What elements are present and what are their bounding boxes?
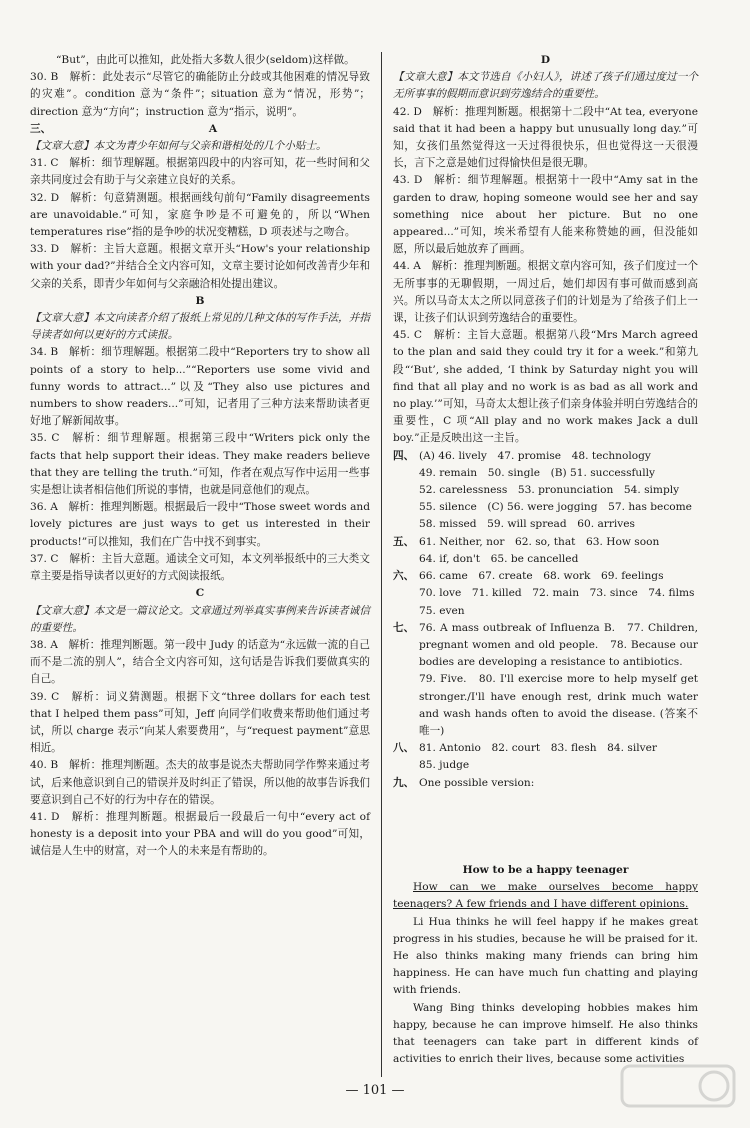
section-answers <box>393 620 698 672</box>
answer-item: 70. love 71. killed 72. main 73. since 74. films <box>419 587 695 600</box>
answer-item: 64. if, don't 65. be cancelled <box>419 552 579 565</box>
answer-item: 31. C 解析：细节理解题。根据第四段中的内容可知，花一些时间和父亲共同度过会有助于与父亲建立良好的关系。 <box>30 157 370 187</box>
answer-item: 52. carelessness 53. pronunciation 54. simply <box>419 484 680 497</box>
answer-item: 36. A 解析：推理判断题。根据最后一段中“Those sweet words and lovely pictures are just ways to get us interested in their products!”可以推知，我们在广告中找不到事实。 <box>30 501 370 548</box>
passage-heading: C <box>195 587 205 600</box>
answer-item: 43. D 解析：细节理解题。根据第十一段中“Amy sat in the garden to draw, hoping someone would see her and say something nice about her picture. But no one appeared...”可知，埃米希望有人能来称赞她的画，但没能如愿，所以最后她放弃了画画。 <box>393 174 698 256</box>
section-answers <box>393 775 698 792</box>
section-text: A <box>208 122 218 135</box>
passage-heading: D <box>540 54 551 66</box>
section-text: 81. Antonio 82. court 83. flesh 84. silver <box>419 742 657 755</box>
answer-item: 34. B 解析：细节理解题。根据第二段中“Reporters try to show all points of a story to help...”“Reporters use some vivid and funny words to attract...”以及“They also use pictures and numbers to show readers...”可知，记者用了三种方法来帮助读者更好地了解新闻故事。 <box>30 346 370 428</box>
passage-summary: 【文章大意】本文是一篇议论文。文章通过列举真实事例来告诉读者诚信的重要性。 <box>30 604 370 634</box>
model-essay <box>393 862 698 1068</box>
watermark-logo <box>618 1060 738 1120</box>
section-text: 61. Neither, nor 62. so, that 63. How soon <box>419 535 660 548</box>
left-column <box>30 52 370 861</box>
section-marker: 八、 <box>393 742 415 755</box>
answer-item: 45. C 解析：主旨大意题。根据第八段“Mrs March agreed to the plan and said they could try it for a week.”和第九段“‘But’, she added, ‘I think by Saturday night you will find that all play and no work is as bad as all work and no play.’”可知，马奇太太想让孩子们亲身体验并明白劳逸结合的重要性，C 项“All play and no work makes Jack a dull boy.”正是反映出这一主旨。 <box>393 329 698 445</box>
essay-intro: How can we make ourselves become happy teenagers? A few friends and I have different opinions. <box>393 881 698 911</box>
section-answers <box>393 568 698 585</box>
essay-paragraph: Wang Bing thinks developing hobbies makes him happy, because he can improve himself. He also thinks that teenagers can take part in different kinds of activities to enrich their lives, because some activities <box>393 1001 698 1066</box>
section-marker: 三、 <box>30 122 52 135</box>
section-answers <box>393 740 698 757</box>
section-answers <box>393 534 698 551</box>
answer-item: 40. B 解析：推理判断题。杰夫的故事是说杰夫帮助同学作弊来通过考试，后来他意识到自己的错误并及时纠正了错误，所以他的故事告诉我们要意识到自己不好的行为中存在的错误。 <box>30 759 370 806</box>
answer-item: 30. B 解析：此处表示“尽管它的确能防止分歧或其他困难的情况导致的灾难”。condition 意为“条件”；situation 意为“情况，形势”；direction 意为“方向”；instruction 意为“指示，说明”。 <box>30 71 370 118</box>
answer-item: 75. even <box>419 604 465 617</box>
answer-item: 35. C 解析：细节理解题。根据第三段中“Writers pick only the facts that help support their ideas. They make readers believe that they are telling the truth.”可知，作者在观点写作中运用一些事实是想让读者相信他们所说的事情，也就是同意他们的观点。 <box>30 432 370 497</box>
section-marker: 七、 <box>393 621 415 634</box>
answer-item: 58. missed 59. will spread 60. arrives <box>419 518 635 531</box>
section-text: 76. A mass outbreak of Influenza B. 77. Children, pregnant women and old people. 78. Because our bodies are developing a resistance to antibiotics. <box>419 621 698 669</box>
answer-item: 42. D 解析：推理判断题。根据第十二段中“At tea, everyone said that it had been a happy but unusually long day.”可知，女孩们虽然觉得这一天过得很快乐，但也觉得这一天很漫长，言下之意是她们过得愉快但是很无聊。 <box>393 105 698 170</box>
answer-item: 49. remain 50. single (B) 51. successfully <box>419 466 656 479</box>
section-answers <box>30 121 370 138</box>
section-marker: 五、 <box>393 535 415 548</box>
section-marker: 九、 <box>393 776 415 789</box>
answer-item: “But”，由此可以推知，此处指大多数人很少(seldom)这样做。 <box>56 54 355 66</box>
section-answers <box>393 448 698 465</box>
answer-item: 41. D 解析：推理判断题。根据最后一段最后一句中“every act of honesty is a deposit into your PBA and will do you good”可知，诚信是人生中的财富，对一个人的未来是有帮助的。 <box>30 810 370 858</box>
column-divider <box>381 52 382 1077</box>
passage-heading: B <box>195 294 205 307</box>
section-text: One possible version: <box>419 776 535 789</box>
page-number: — 101 — <box>345 1083 405 1098</box>
section-text: (A) 46. lively 47. promise 48. technology <box>419 449 651 462</box>
answer-item: 33. D 解析：主旨大意题。根据文章开头“How's your relationship with your dad?”并结合全文内容可知，文章主要讨论如何改善青少年和父亲的关系，即青少年如何与父亲融洽相处提出建议。 <box>30 243 370 290</box>
answer-item: 37. C 解析：主旨大意题。通读全文可知，本文列举报纸中的三大类文章主要是指导读者以更好的方式阅读报纸。 <box>30 552 370 583</box>
section-marker: 四、 <box>393 449 415 462</box>
answer-item: 55. silence (C) 56. were jogging 57. has become <box>419 501 692 514</box>
answer-item: 32. D 解析：句意猜测题。根据画线句前句“Family disagreements are unavoidable.”可知，家庭争吵是不可避免的，所以“When temperatures rise”指的是争吵的状况变糟糕，D 项表述与之吻合。 <box>30 191 370 239</box>
answer-item: 44. A 解析：推理判断题。根据文章内容可知，孩子们度过一个无所事事的无聊假期，一周过后，她们却因有事可做而感到高兴。所以马奇太太之所以同意孩子们的计划是为了给孩子们上一课，让孩子们认识到劳逸结合的重要性。 <box>393 260 698 325</box>
section-text: 66. came 67. create 68. work 69. feelings <box>419 570 664 583</box>
answer-item: 79. Five. 80. I'll exercise more to help myself get stronger./I'll have enough rest, drink much water and wash hands often to avoid the disease. (答案不唯一) <box>419 673 698 737</box>
answer-item: 85. judge <box>419 759 470 772</box>
passage-summary: 【文章大意】本文为青少年如何与父亲和谐相处的几个小贴士。 <box>30 140 327 153</box>
passage-summary: 【文章大意】本文节选自《小妇人》，讲述了孩子们通过度过一个无所事事的假期而意识到劳逸结合的重要性。 <box>393 71 698 101</box>
answer-item: 39. C 解析：词义猜测题。根据下文“three dollars for each test that I helped them pass”可知，Jeff 向同学们收费来帮助他们通过考试，所以 charge 表示“向某人索要费用”，与“request payment”意思相近。 <box>30 690 370 755</box>
essay-title: How to be a happy teenager <box>462 864 629 876</box>
right-column <box>393 52 698 792</box>
section-marker: 六、 <box>393 570 415 583</box>
answer-item: 38. A 解析：推理判断题。第一段中 Judy 的话意为“永远做一流的自己而不是二流的别人”，结合全文内容可知，这句话是告诉我们要做真实的自己。 <box>30 638 370 686</box>
essay-paragraph: Li Hua thinks he will feel happy if he makes great progress in his studies, because he will be praised for it. He also thinks making many friends can bring him happiness. He can have much fun chatting and playing with friends. <box>393 915 698 997</box>
passage-summary: 【文章大意】本文向读者介绍了报纸上常见的几种文体的写作手法，并指导读者如何以更好的方式读报。 <box>30 312 370 342</box>
